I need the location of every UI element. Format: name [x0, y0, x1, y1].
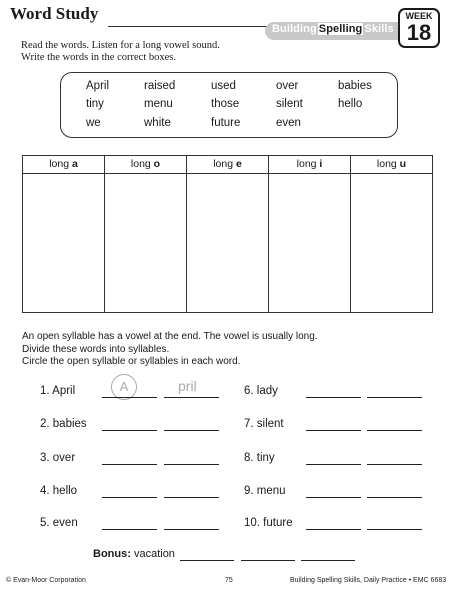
answer-line[interactable]	[102, 497, 157, 498]
week-number: 18	[406, 20, 432, 45]
exercise-item: 7. silent	[244, 418, 284, 430]
answer-line[interactable]	[102, 430, 157, 431]
syllable-instruction-line: Circle the open syllable or syllables in each word.	[22, 356, 241, 367]
banner-suffix: Skills	[364, 23, 394, 35]
syllable-note: An open syllable has a vowel at the end. The vowel is usually long.	[22, 331, 318, 342]
exercise-item: 1. April	[40, 385, 76, 397]
answer-line[interactable]	[306, 497, 361, 498]
word-bank-word: used	[211, 80, 236, 92]
banner-prefix: Building	[272, 23, 317, 35]
answer-line[interactable]	[306, 397, 361, 398]
word-bank-word: menu	[144, 98, 173, 110]
word-bank-word: future	[211, 117, 241, 129]
answer-line[interactable]	[164, 497, 219, 498]
bonus-item	[93, 548, 175, 560]
exercise-item: 4. hello	[40, 485, 78, 497]
column-header: long e	[187, 156, 268, 174]
word-bank-word: raised	[144, 80, 176, 92]
footer-page-number: 75	[225, 577, 233, 584]
answer-line[interactable]	[102, 529, 157, 530]
syllable-instruction-line: Divide these words into syllables.	[22, 344, 170, 355]
footer-copyright: © Evan-Moor Corporation	[6, 577, 86, 584]
answer-line[interactable]	[164, 430, 219, 431]
week-label: WEEK	[405, 11, 433, 21]
exercise-item: 3. over	[40, 452, 76, 464]
example-syllable: pril	[178, 378, 197, 394]
column-header: long o	[105, 156, 186, 174]
answer-line[interactable]	[367, 464, 422, 465]
footer-series: Building Spelling Skills, Daily Practice • EMC 6683	[290, 577, 447, 584]
instruction-line: Write the words in the correct boxes.	[21, 52, 176, 63]
chart-column-long-u[interactable]	[351, 156, 432, 312]
word-bank-word: babies	[338, 80, 372, 92]
exercise-item: 6. lady	[244, 385, 278, 397]
answer-line[interactable]	[164, 529, 219, 530]
word-bank-word: even	[276, 117, 301, 129]
answer-line[interactable]	[241, 560, 295, 561]
word-bank-word: those	[211, 98, 240, 110]
column-header: long i	[269, 156, 350, 174]
column-header: long u	[351, 156, 432, 174]
vowel-sort-chart	[22, 155, 433, 313]
column-header: long a	[23, 156, 104, 174]
answer-line[interactable]	[367, 497, 422, 498]
answer-line[interactable]	[102, 397, 157, 398]
answer-line[interactable]	[180, 560, 234, 561]
word-bank-word: we	[86, 117, 101, 129]
banner-mid: Spelling	[318, 23, 363, 35]
answer-line[interactable]	[367, 430, 422, 431]
answer-line[interactable]	[164, 464, 219, 465]
word-bank-word: over	[276, 80, 299, 92]
exercise-item: 2. babies	[40, 418, 87, 430]
answer-line[interactable]	[367, 529, 422, 530]
chart-column-long-o[interactable]	[105, 156, 187, 312]
instruction-line: Read the words. Listen for a long vowel sound.	[21, 40, 220, 51]
word-bank-word: silent	[276, 98, 303, 110]
page-title: Word Study	[10, 4, 99, 23]
exercise-item: 5. even	[40, 517, 78, 529]
answer-line[interactable]	[301, 560, 355, 561]
instructions	[21, 40, 220, 64]
exercise-item: 10. future	[244, 517, 293, 529]
word-bank-word: white	[144, 117, 171, 129]
week-badge	[398, 8, 440, 48]
answer-line[interactable]	[102, 464, 157, 465]
series-banner-text	[272, 23, 394, 35]
answer-line[interactable]	[306, 430, 361, 431]
answer-line[interactable]	[306, 464, 361, 465]
chart-column-long-i[interactable]	[269, 156, 351, 312]
exercise-item: 9. menu	[244, 485, 286, 497]
example-circled-syllable: A	[111, 374, 137, 400]
answer-line[interactable]	[367, 397, 422, 398]
exercise-item: 8. tiny	[244, 452, 275, 464]
bonus-word: vacation	[133, 548, 175, 560]
word-bank-word: tiny	[86, 98, 104, 110]
bonus-label: Bonus:	[93, 548, 131, 560]
answer-line[interactable]	[164, 397, 219, 398]
word-bank-word: hello	[338, 98, 363, 110]
chart-column-long-e[interactable]	[187, 156, 269, 312]
answer-line[interactable]	[306, 529, 361, 530]
chart-column-long-a[interactable]	[23, 156, 105, 312]
word-bank-word: April	[86, 80, 110, 92]
